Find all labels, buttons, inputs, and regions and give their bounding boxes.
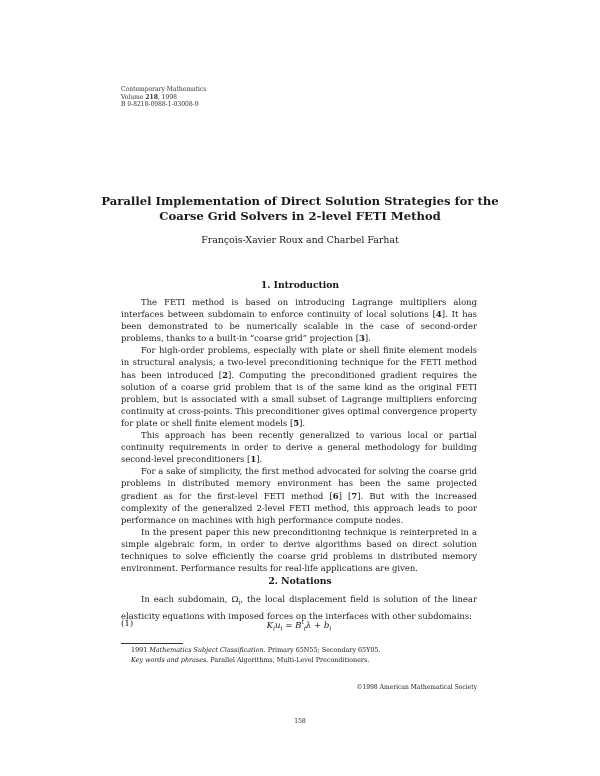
equation-number: (1) — [121, 619, 134, 629]
notations-body — [121, 593, 477, 622]
journal-header — [121, 86, 206, 109]
citation-link[interactable]: 6 — [332, 490, 339, 501]
equation-formula: $K_iu_i = B^t_i\lambda + b_i$ — [266, 619, 332, 633]
footnote-msc: 1991 Mathematics Subject Classification. Primary 65N55; Secondary 65Y05. — [131, 646, 381, 654]
volume-number: 218 — [145, 93, 158, 101]
volume-line: Volume 218, 1998 — [121, 93, 177, 101]
citation-link[interactable]: 1 — [250, 454, 257, 465]
paper-title — [0, 194, 600, 224]
citation-link[interactable]: 7 — [351, 490, 358, 501]
isbn-line: B 0-8218-0988-1-03008-9 — [121, 101, 199, 108]
section-heading-notations: 2. Notations — [268, 576, 332, 587]
section-heading-introduction: 1. Introduction — [260, 280, 340, 291]
paragraph: The FETI method is based on introducing Lagrange multipliers along interfaces between subdomain to enforce continuity of local solutions [4]. It has been demonstrated to be numerically scalable in the case of second-order problems, thanks to a built-in “coarse grid” projection [3]. — [121, 297, 477, 344]
introduction-body — [121, 296, 477, 574]
journal-name: Contemporary Mathematics — [121, 86, 207, 93]
paragraph: In each subdomain, $\Omega_i$, the local displacement field is solution of the linear elasticity equations with imposed forces on the interfaces with other subdomains: — [121, 594, 477, 621]
authors: François-Xavier Roux and Charbel Farhat — [201, 235, 399, 246]
paragraph: For high-order problems, especially with plate or shell finite element models in structural analysis, a two-level preconditioning technique for the FETI method has been introduced [2]. Computing the preconditioned gradient requires the solution of a coarse grid problem that is of the same kind as the original FETI problem, but is associated with a small subset of Lagrange multipliers enforcing continuity at cross-points. This preconditioner gives optimal convergence property for plate or shell finite element models [5]. — [121, 345, 478, 428]
equation-1 — [121, 619, 477, 633]
title-line-1: Parallel Implementation of Direct Solution Strategies for the — [101, 194, 499, 208]
paragraph: This approach has been recently generalized to various local or partial continuity requirements in order to derive a general methodology for building second-level preconditioners [1]. — [121, 430, 477, 465]
page-number: 158 — [294, 718, 306, 725]
citation-link[interactable]: 2 — [222, 369, 228, 380]
title-line-2: Coarse Grid Solvers in 2-level FETI Method — [159, 209, 441, 223]
paragraph: In the present paper this new preconditioning technique is reinterpreted in a simple algebraic form, in order to derive algorithms based on direct solution techniques to solve efficiently the coarse grid problems in distributed memory environment. Performance results for real-life applications are given. — [121, 526, 477, 574]
footnote-keywords: Key words and phrases. Parallel Algorithms, Multi-Level Preconditioners. — [131, 656, 370, 664]
paragraph: For a sake of simplicity, the first method advocated for solving the coarse grid problems in distributed memory environment has been the same projected gradient as for the first-level FETI method [6] [7]. But with the increased complexity of the generalized 2-level FETI method, this approach leads to poor performance on machines with high performance compute nodes. — [121, 466, 478, 525]
citation-link[interactable]: 4 — [435, 309, 442, 320]
copyright-notice: ©1998 American Mathematical Society — [356, 684, 477, 691]
citation-link[interactable]: 3 — [359, 333, 365, 344]
citation-link[interactable]: 5 — [293, 417, 300, 428]
footnote-rule — [121, 643, 183, 644]
